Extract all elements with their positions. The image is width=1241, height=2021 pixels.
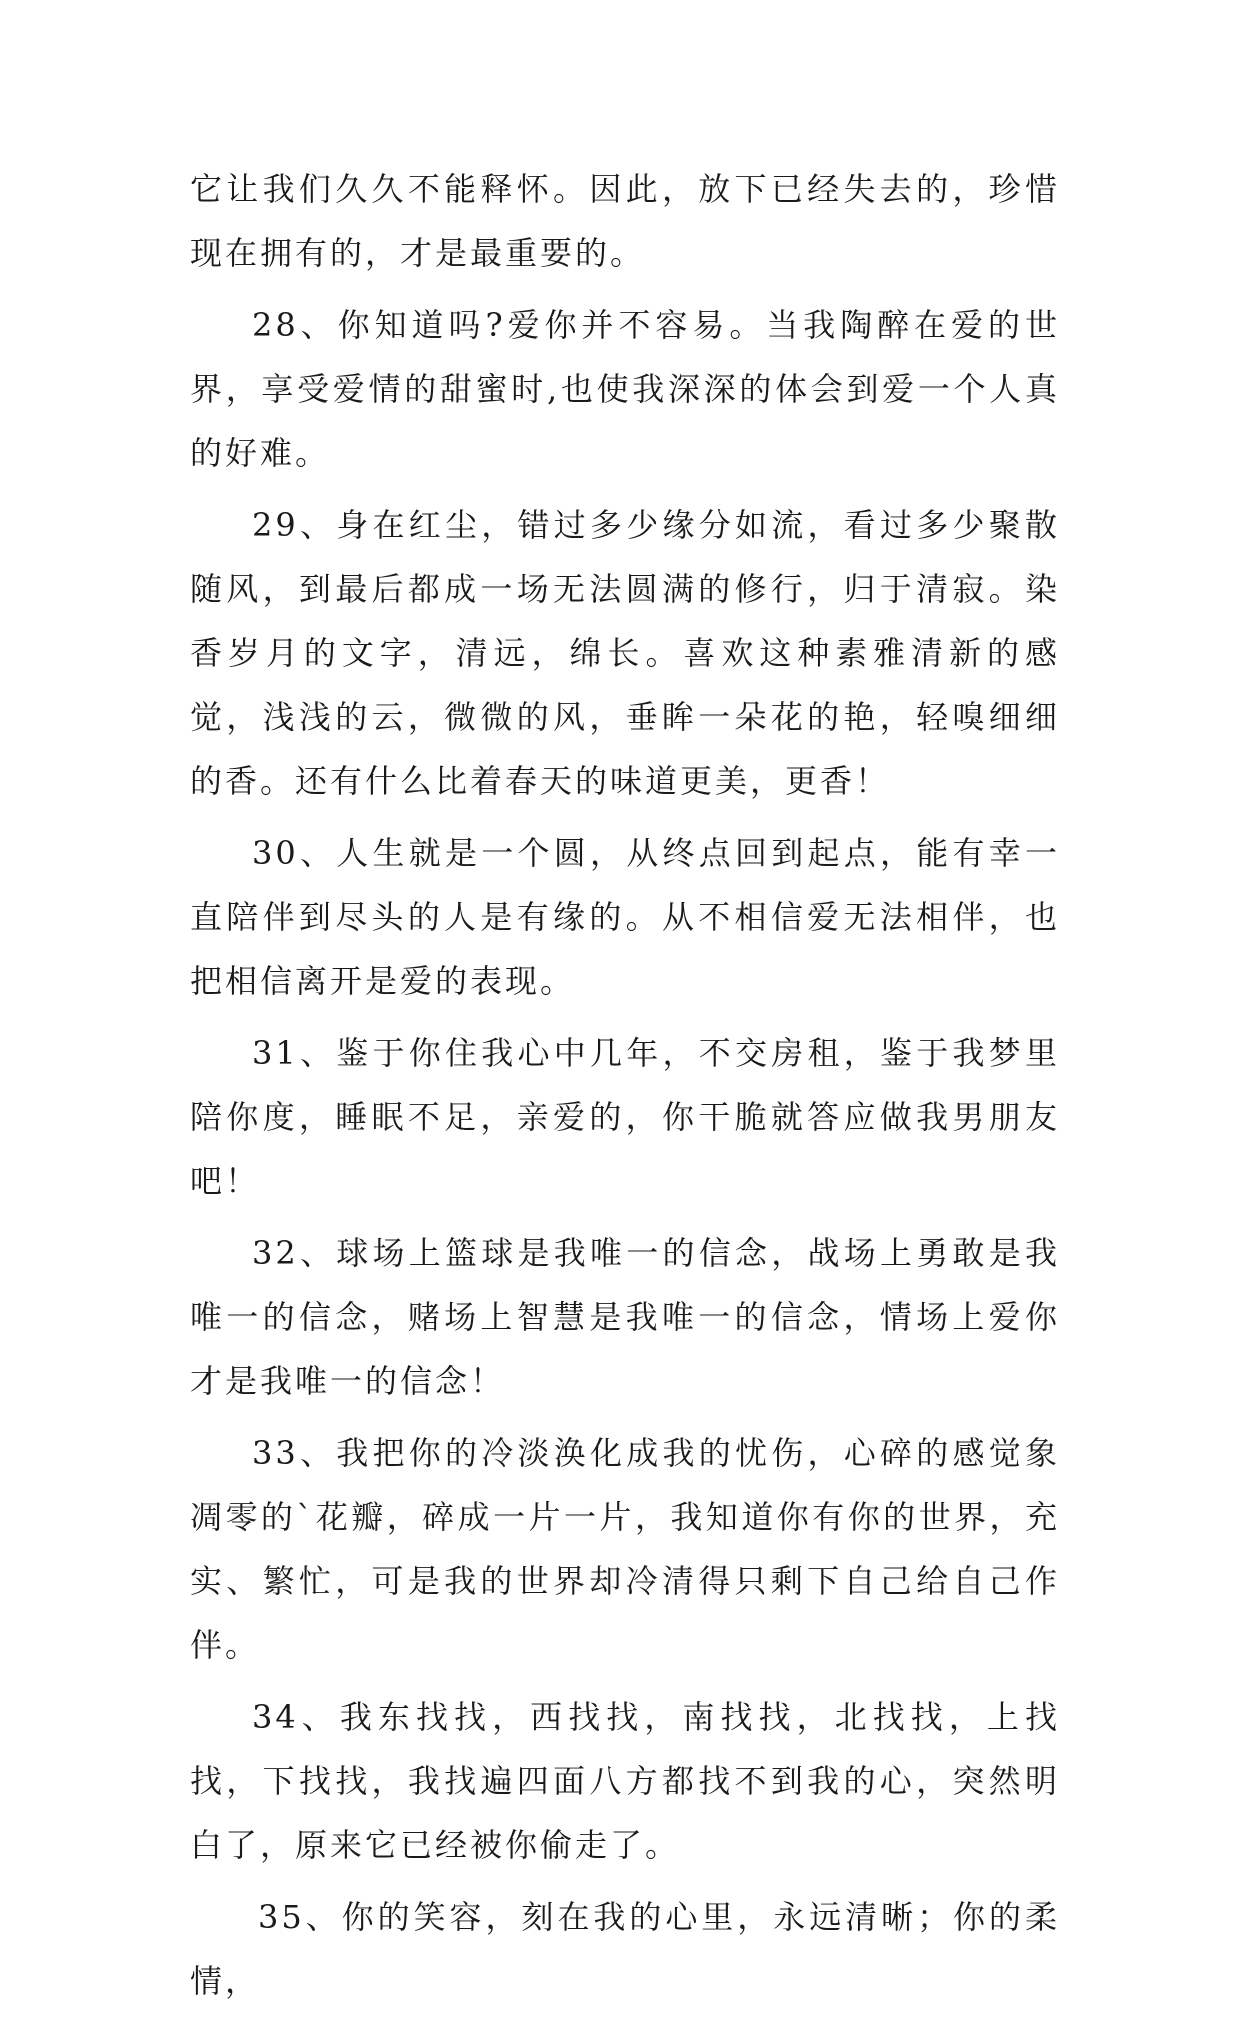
paragraph-28: 28、你知道吗?爱你并不容易。当我陶醉在爱的世界，享受爱情的甜蜜时,也使我深深的体会到爱一个人真的好难。 (190, 306, 1060, 472)
paragraph-35: 35、你的笑容，刻在我的心里，永远清晰；你的柔情， (190, 1898, 1060, 2000)
paragraph-31: 31、鉴于你住我心中几年，不交房租，鉴于我梦里陪你度，睡眠不足，亲爱的，你干脆就答应做我男朋友吧！ (190, 1034, 1060, 1200)
paragraph-29: 29、身在红尘，错过多少缘分如流，看过多少聚散随风，到最后都成一场无法圆满的修行，归于清寂。染香岁月的文字，清远，绵长。喜欢这种素雅清新的感觉，浅浅的云，微微的风，垂眸一朵花的艳，轻嗅细细的香。还有什么比着春天的味道更美，更香！ (190, 506, 1060, 800)
paragraph-32: 32、球场上篮球是我唯一的信念，战场上勇敢是我唯一的信念，赌场上智慧是我唯一的信念，情场上爱你才是我唯一的信念！ (190, 1234, 1060, 1400)
paragraph-33: 33、我把你的冷淡涣化成我的忧伤，心碎的感觉象凋零的`花瓣，碎成一片一片，我知道你有你的世界，充实、繁忙，可是我的世界却冷清得只剩下自己给自己作伴。 (190, 1434, 1060, 1664)
paragraph-30: 30、人生就是一个圆，从终点回到起点，能有幸一直陪伴到尽头的人是有缘的。从不相信爱无法相伴，也把相信离开是爱的表现。 (190, 834, 1060, 1000)
paragraph-34: 34、我东找找，西找找，南找找，北找找，上找找，下找找，我找遍四面八方都找不到我的心，突然明白了，原来它已经被你偷走了。 (190, 1698, 1060, 1864)
paragraph-continuation: 它让我们久久不能释怀。因此，放下已经失去的，珍惜现在拥有的，才是最重要的。 (190, 170, 1060, 272)
document-body (190, 157, 1060, 2021)
